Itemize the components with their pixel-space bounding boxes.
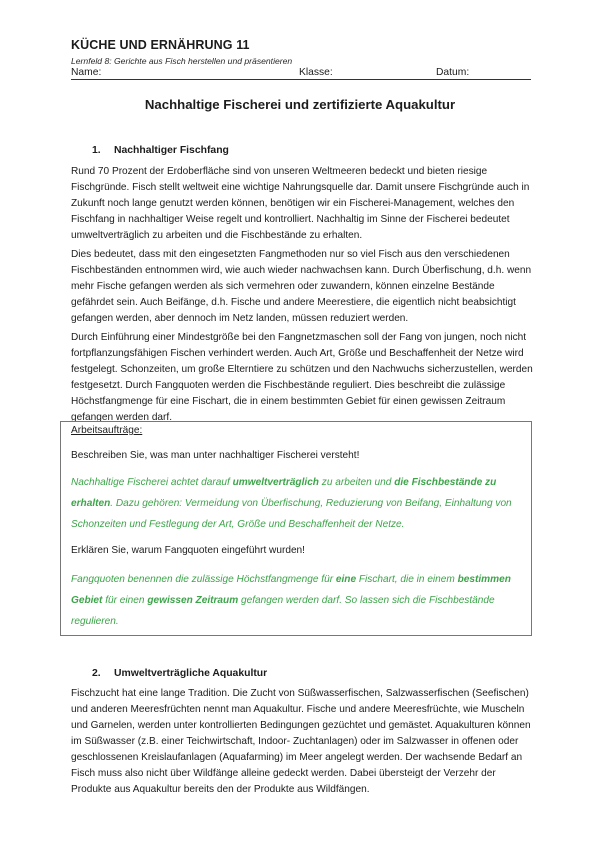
task-answer-2: Fangquoten benennen die zulässige Höchstfangmenge für eine Fischart, die in einem bestimmen Gebiet für einen gewissen Zeitraum gefangen werden darf. So lassen sich die Fischbestände regulieren. bbox=[71, 574, 511, 627]
learning-field-subtitle: Lernfeld 8: Gerichte aus Fisch herstellen und präsentieren bbox=[71, 56, 293, 66]
section-2-title: Umweltverträgliche Aquakultur bbox=[114, 668, 268, 679]
section-2-paragraph-1: Fischzucht hat eine lange Tradition. Die Zucht von Süßwasserfischen, Salzwasserfischen (Seefischen) und anderen Meeresfrüchten nennt man Aquakultur. Fische und andere Meeresfrüchte, wie Muscheln und Garnelen, werden unter kontrollierten Bedingungen gezüchtet und gemästet. Aquakulturen können im Süßwasser (z.B. einer Teichwirtschaft, Indoor- Zuchtanlagen) oder im Salzwasser in offenen oder geschlossenen Kreislaufanlagen (Aquafarming) im Meer angelegt werden. Der wachsende Bedarf an Fisch muss also nicht über Wildfänge alleine gedeckt werden. Dabei übersteigt der Verzehr der Produkte aus Aquakultur bereits den der Produkte aus Wildfängen. bbox=[71, 688, 531, 795]
section-1-paragraph-2: Dies bedeutet, dass mit den eingesetzten Fangmethoden nur so viel Fisch aus den verschiedenen Fischbeständen entnommen wird, wie auch wieder nachwachsen kann. Durch Überfischung, d.h. wenn mehr Fische gefangen werden als sich vermehren oder zuwandern, können einzelne Bestände gefährdet sein. Auch Beifänge, d.h. Fische und andere Meerestiere, die eigentlich nicht beabsichtigt gefangen werden, aber dennoch im Netz landen, müssen reduziert werden. bbox=[71, 249, 532, 324]
section-2-number: 2. bbox=[92, 668, 101, 679]
section-1-paragraph-3: Durch Einführung einer Mindestgröße bei den Fangnetzmaschen soll der Fang von jungen, noch nicht fortpflanzungsfähigen Fischen verhindert werden. Auch Art, Größe und Beschaffenheit der Netze wird festgelegt. Schonzeiten, um große Elterntiere zu schützen und den Nachwuchs sicherzustellen, werden festgesetzt. Durch Fangquoten werden die Fischbestände reguliert. Dies beschreibt die zulässige Höchstfangmenge für eine Fischart, die in einem bestimmten Gebiet für einen gewissen Zeitraum gefangen werden darf. bbox=[71, 332, 533, 423]
section-1-title: Nachhaltiger Fischfang bbox=[114, 145, 229, 156]
section-1-paragraph-1: Rund 70 Prozent der Erdoberfläche sind von unseren Weltmeeren bedeckt und bieten riesige Fischgründe. Fisch stellt weltweit eine wichtige Nahrungsquelle dar. Damit unsere Fischgründe auch in Zukunft noch lange genutzt werden können, benötigen wir ein Fischerei-Management, welches den Fischfang in nachhaltiger Weise regelt und kontrolliert. Nachhaltig im Sinne der Fischerei bedeutet umweltverträglich zu arbeiten und die Fischbestände zu erhalten. bbox=[71, 166, 530, 241]
document-title: Nachhaltige Fischerei und zertifizierte Aquakultur bbox=[144, 97, 456, 112]
task-answer-1: Nachhaltige Fischerei achtet darauf umweltverträglich zu arbeiten und die Fischbestände zu erhalten. Dazu gehören: Vermeidung von Überfischung, Reduzierung von Beifang, Einhaltung von Schonzeiten und Festlegung der Art, Größe und Beschaffenheit der Netze. bbox=[71, 477, 512, 530]
section-1-number: 1. bbox=[92, 145, 101, 156]
task-question-1: Beschreiben Sie, was man unter nachhaltiger Fischerei versteht! bbox=[71, 450, 360, 461]
date-label: Datum: bbox=[436, 67, 470, 78]
student-info-line bbox=[71, 66, 531, 80]
section-2-heading bbox=[92, 668, 267, 679]
tasks-heading: Arbeitsaufträge: bbox=[71, 425, 143, 436]
course-title: KÜCHE UND ERNÄHRUNG 11 bbox=[71, 38, 250, 52]
name-label: Name: bbox=[71, 67, 102, 78]
section-1-heading bbox=[92, 145, 229, 156]
class-label: Klasse: bbox=[299, 67, 333, 78]
task-question-2: Erklären Sie, warum Fangquoten eingeführt wurden! bbox=[71, 545, 305, 556]
